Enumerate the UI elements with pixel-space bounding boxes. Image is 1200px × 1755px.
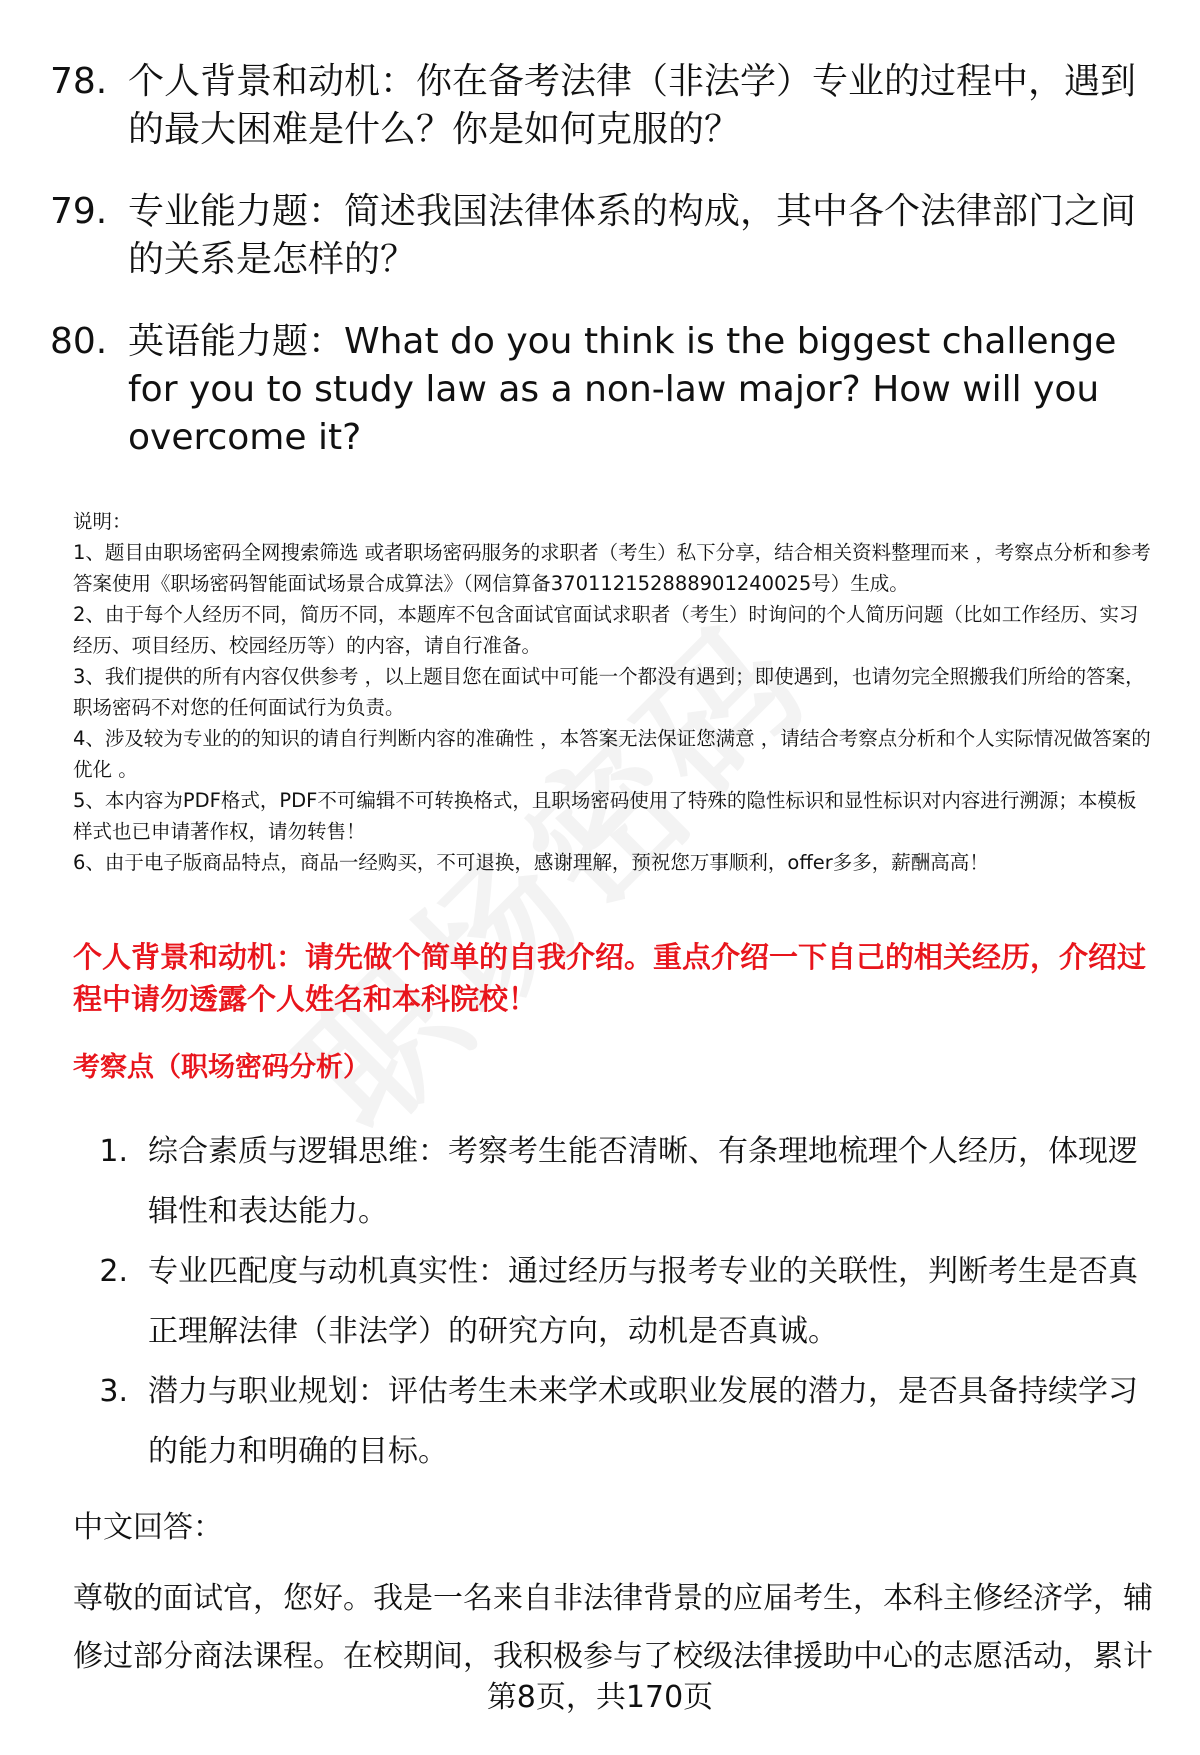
- question-text: 英语能力题：What do you think is the biggest challenge for you to study law as a non-law major? How will you overcome it?: [128, 321, 1117, 458]
- question-item: [50, 58, 1150, 154]
- question-item: [50, 318, 1150, 462]
- disclaimer-notes: [73, 506, 1153, 878]
- question-list: [50, 58, 1150, 462]
- section-question-title: 个人背景和动机：请先做个简单的自我介绍。重点介绍一下自己的相关经历，介绍过程中请勿透露个人姓名和本科院校！: [73, 940, 1147, 1016]
- notes-heading: 说明：: [73, 510, 132, 533]
- note-item: 1、题目由职场密码全网搜索筛选 或者职场密码服务的求职者（考生）私下分享，结合相关资料整理而来 ，考察点分析和参考答案使用《职场密码智能面试场景合成算法》（网信算备370112152888901240025号）生成。: [73, 541, 1151, 595]
- analysis-number: 2.: [99, 1254, 128, 1289]
- analysis-number: 1.: [99, 1134, 128, 1169]
- question-text: 专业能力题：简述我国法律体系的构成，其中各个法律部门之间的关系是怎样的？: [128, 191, 1137, 280]
- question-item: [50, 188, 1150, 284]
- analysis-number: 3.: [99, 1374, 128, 1409]
- analysis-text: 专业匹配度与动机真实性：通过经历与报考专业的关联性，判断考生是否真正理解法律（非法学）的研究方向，动机是否真诚。: [148, 1254, 1138, 1349]
- analysis-text: 潜力与职业规划：评估考生未来学术或职业发展的潜力，是否具备持续学习的能力和明确的目标。: [148, 1374, 1138, 1469]
- note-item: 6、由于电子版商品特点，商品一经购买，不可退换，感谢理解，预祝您万事顺利，offer多多，薪酬高高！: [73, 851, 989, 874]
- note-item: 4、涉及较为专业的的知识的请自行判断内容的准确性 ，本答案无法保证您满意 ，请结合考察点分析和个人实际情况做答案的优化 。: [73, 727, 1151, 781]
- note-item: 3、我们提供的所有内容仅供参考 ，以上题目您在面试中可能一个都没有遇到；即使遇到，也请勿完全照搬我们所给的答案，职场密码不对您的任何面试行为负责。: [73, 665, 1145, 719]
- analysis-list: [78, 1122, 1158, 1482]
- answer-label: 中文回答：: [73, 1510, 223, 1545]
- note-item: 2、由于每个人经历不同，简历不同，本题库不包含面试官面试求职者（考生）时询问的个人简历问题（比如工作经历、实习经历、项目经历、校园经历等）的内容，请自行准备。: [73, 603, 1139, 657]
- page-number: 第8页，共170页: [486, 1680, 714, 1715]
- analysis-item: [78, 1362, 1158, 1482]
- question-number: 80.: [50, 321, 108, 362]
- analysis-heading: 考察点（职场密码分析）: [73, 1052, 370, 1083]
- analysis-item: [78, 1242, 1158, 1362]
- question-number: 79.: [50, 191, 108, 232]
- analysis-item: [78, 1122, 1158, 1242]
- question-text: 个人背景和动机：你在备考法律（非法学）专业的过程中，遇到的最大困难是什么？你是如何克服的？: [128, 61, 1137, 150]
- answer-text: 尊敬的面试官，您好。我是一名来自非法律背景的应届考生，本科主修经济学，辅修过部分商法课程。在校期间，我积极参与了校级法律援助中心的志愿活动，累计: [73, 1581, 1153, 1674]
- analysis-text: 综合素质与逻辑思维：考察考生能否清晰、有条理地梳理个人经历，体现逻辑性和表达能力。: [148, 1134, 1138, 1229]
- note-item: 5、本内容为PDF格式，PDF不可编辑不可转换格式，且职场密码使用了特殊的隐性标识和显性标识对内容进行溯源；本模板样式也已申请著作权，请勿转售！: [73, 789, 1137, 843]
- question-number: 78.: [50, 61, 108, 102]
